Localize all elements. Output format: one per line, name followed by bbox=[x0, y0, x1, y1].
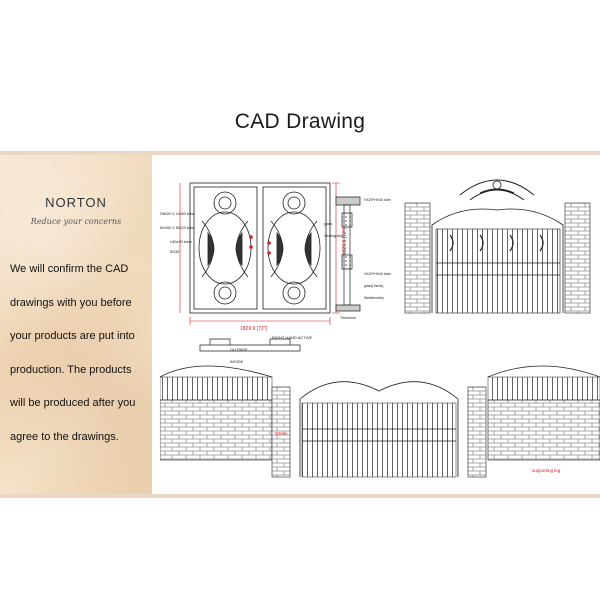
info-panel bbox=[0, 155, 152, 494]
callout-s5: glass(Yards) bbox=[364, 284, 384, 288]
description-line: We will confirm the CAD bbox=[10, 263, 129, 275]
label-right-hand: RIGHT HAND ACTIVE bbox=[272, 335, 313, 340]
callout-s1: HX20*HX40 tube bbox=[364, 198, 391, 202]
callout-tube3: x30x30 tube bbox=[170, 239, 192, 244]
width-dimension: 1829.9 [72"] bbox=[240, 326, 267, 332]
gate-elevation bbox=[160, 366, 600, 477]
callout-s7: Threshold bbox=[340, 316, 356, 320]
page-title: CAD Drawing bbox=[234, 110, 366, 133]
brand-slogan: Reduce your concerns bbox=[30, 217, 122, 226]
section-detail bbox=[336, 197, 360, 311]
supporting-leg-label: supporting leg bbox=[532, 468, 561, 473]
callout-tube1: SW20 X 10/80 tube bbox=[160, 211, 195, 216]
description bbox=[10, 263, 150, 464]
description-line: your products are put into bbox=[10, 330, 135, 342]
description-line: will be produced after you bbox=[10, 397, 136, 409]
label-outside: OUTSIDE bbox=[230, 347, 248, 352]
callout-s2: glass bbox=[324, 222, 333, 226]
callout-s6: Weatherstrip bbox=[364, 296, 384, 300]
threshold-section bbox=[200, 339, 300, 351]
height-dimension: 1829.9 [72"] bbox=[342, 228, 348, 255]
callout-s3: Sealing strip bbox=[324, 234, 344, 238]
brand-name: NORTON bbox=[45, 195, 107, 210]
side-gap-label: 50mm bbox=[275, 431, 288, 436]
callout-tube2: 50x50 X 50/20 tube bbox=[160, 225, 195, 230]
callout-tube4: 5X35 bbox=[170, 249, 180, 254]
label-inside: INSIDE bbox=[230, 359, 244, 364]
gate-drawing-top bbox=[405, 180, 590, 313]
description-line: drawings with you before bbox=[10, 296, 132, 309]
section-callouts bbox=[324, 198, 391, 320]
cad-drawings bbox=[160, 155, 600, 494]
content-band bbox=[0, 151, 600, 498]
description-line: agree to the drawings. bbox=[10, 430, 119, 443]
door-hardware bbox=[249, 235, 271, 255]
callout-s4: HX20*HX40 tube bbox=[364, 272, 391, 276]
dimension-lines bbox=[180, 183, 340, 325]
door-drawing bbox=[190, 183, 333, 313]
description-line: production. The products bbox=[10, 363, 132, 376]
